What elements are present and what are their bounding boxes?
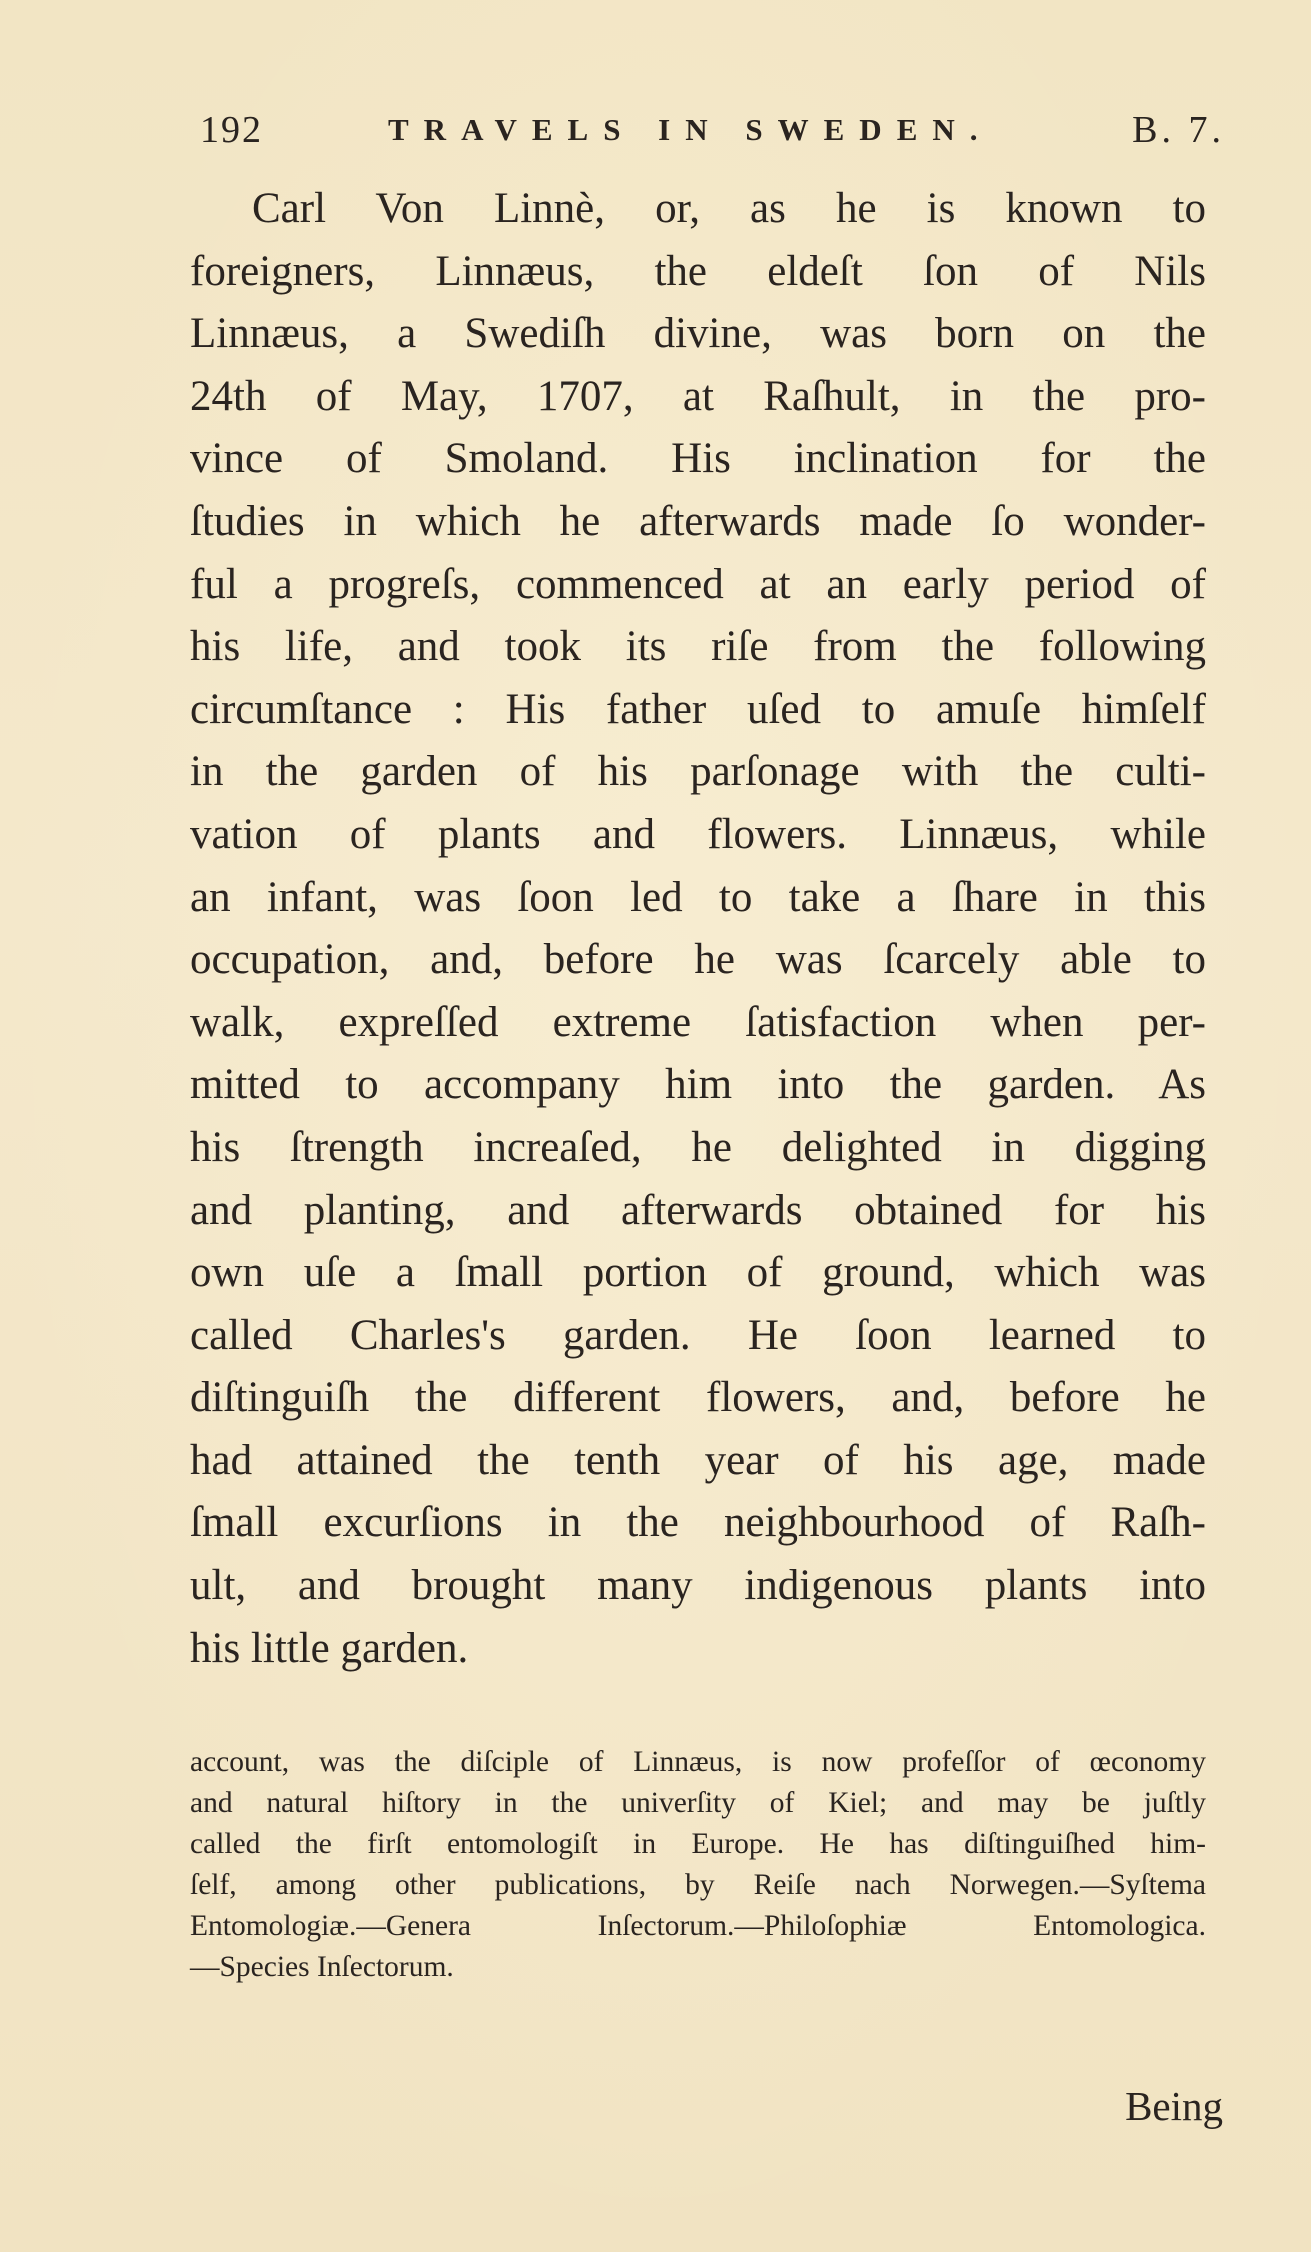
main-text xyxy=(190,178,1206,1680)
running-title: TRAVELS IN SWEDEN. xyxy=(388,112,993,147)
text-line: vince of Smoland. His inclination for the xyxy=(190,435,1206,483)
footnote-line: called the firſt entomologiſt in Europe. He has diſtinguiſhed him- xyxy=(190,1828,1206,1860)
text-line: occupation, and, before he was ſcarcely able to xyxy=(190,936,1206,984)
text-line: ſmall excurſions in the neighbourhood of Raſh- xyxy=(190,1499,1206,1547)
text-line: Linnæus, a Swediſh divine, was born on the xyxy=(190,310,1206,358)
text-line: vation of plants and flowers. Linnæus, while xyxy=(190,810,1206,858)
running-head xyxy=(200,108,1225,168)
footnote xyxy=(190,1742,1206,1988)
text-line: foreigners, Linnæus, the eldeſt ſon of Nils xyxy=(190,247,1206,295)
text-line: ful a progreſs, commenced at an early period of xyxy=(190,560,1206,608)
text-line: 24th of May, 1707, at Raſhult, in the pro- xyxy=(190,372,1206,420)
text-line: called Charles's garden. He ſoon learned to xyxy=(190,1311,1206,1359)
text-line: in the garden of his parſonage with the culti- xyxy=(190,748,1206,796)
text-line: his little garden. xyxy=(190,1624,469,1672)
text-line: diſtinguiſh the different flowers, and, before he xyxy=(190,1374,1206,1422)
text-line: an infant, was ſoon led to take a ſhare in this xyxy=(190,873,1206,921)
page-number: 192 xyxy=(200,109,263,151)
text-line: his ſtrength increaſed, he delighted in digging xyxy=(190,1123,1206,1171)
text-line: mitted to accompany him into the garden. As xyxy=(190,1061,1206,1109)
text-line: circumſtance : His father uſed to amuſe himſelf xyxy=(190,685,1206,733)
footnote-line: Entomologiæ.—Genera Inſectorum.—Philoſophiæ Entomologica. xyxy=(190,1910,1206,1942)
text-line: walk, expreſſed extreme ſatisfaction when per- xyxy=(190,998,1206,1046)
text-line: Carl Von Linnè, or, as he is known to xyxy=(252,185,1206,232)
text-line: had attained the tenth year of his age, made xyxy=(190,1436,1206,1484)
text-line: and planting, and afterwards obtained for his xyxy=(190,1186,1206,1234)
text-line: own uſe a ſmall portion of ground, which was xyxy=(190,1249,1206,1297)
footnote-line: and natural hiſtory in the univerſity of Kiel; and may be juſtly xyxy=(190,1787,1206,1819)
footnote-line: ſelf, among other publications, by Reiſe nach Norwegen.—Syſtema xyxy=(190,1869,1206,1901)
footnote-line: —Species Inſectorum. xyxy=(190,1951,454,1983)
footnote-line: account, was the diſciple of Linnæus, is now profeſſor of œconomy xyxy=(190,1746,1206,1778)
text-line: his life, and took its riſe from the following xyxy=(190,623,1206,671)
catchword: Being xyxy=(1125,2083,1223,2129)
book-number: B. 7. xyxy=(1132,109,1225,151)
text-line: ſtudies in which he afterwards made ſo wonder- xyxy=(190,497,1206,545)
text-line: ult, and brought many indigenous plants into xyxy=(190,1562,1206,1610)
